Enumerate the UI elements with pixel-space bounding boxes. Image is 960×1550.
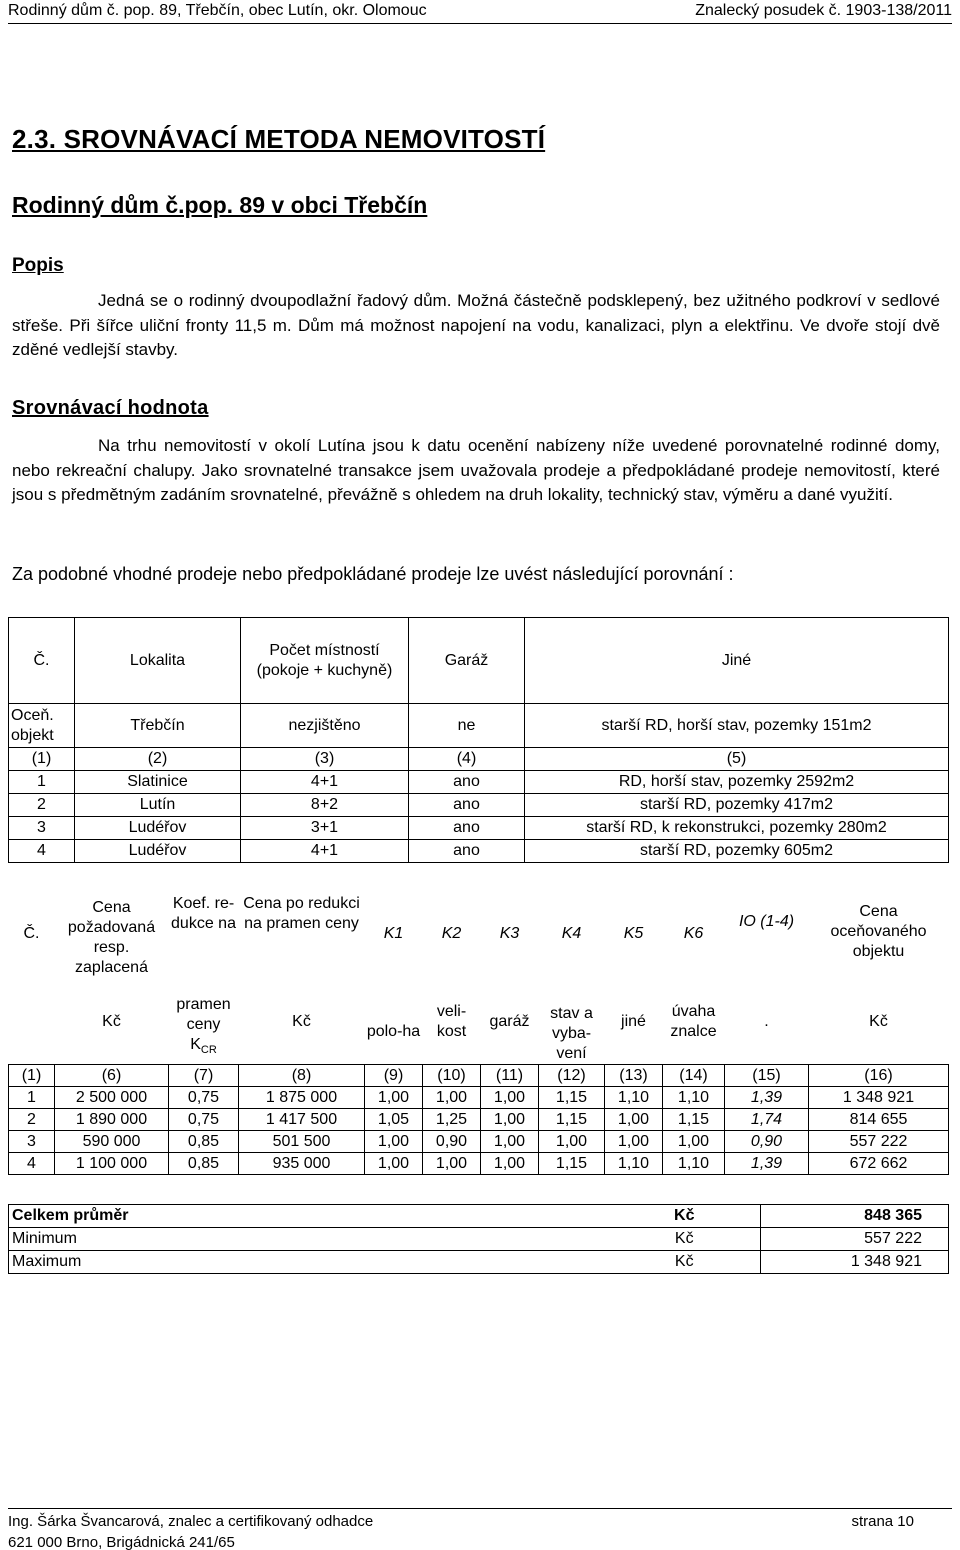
table-cell: 3: [9, 817, 75, 840]
summary-value: 557 222: [761, 1228, 949, 1251]
summary-label: Maximum: [9, 1251, 609, 1274]
table-cell: 1,39: [725, 1153, 809, 1175]
table-cell: 0,85: [169, 1153, 239, 1175]
page-header: [8, 0, 952, 24]
summary-currency: Kč: [609, 1228, 761, 1251]
table-cell: ano: [409, 840, 525, 863]
valuation-header-cell: K3: [499, 925, 520, 942]
table-cell: 1,10: [663, 1153, 725, 1175]
table-cell: 1,74: [725, 1109, 809, 1131]
table-header-cell: Lokalita: [75, 618, 241, 704]
table-cell: 1,10: [663, 1087, 725, 1109]
table-row: [9, 794, 949, 817]
summary-table: [8, 1204, 949, 1274]
table-cell: 1 890 000: [55, 1109, 169, 1131]
table-cell: 1,10: [605, 1153, 663, 1175]
table-cell: RD, horší stav, pozemky 2592m2: [525, 771, 949, 794]
table-cell: (7): [169, 1065, 239, 1087]
table-row: [9, 817, 949, 840]
table-cell: 1,00: [423, 1153, 481, 1175]
table-cell: 0,85: [169, 1131, 239, 1153]
table-cell: 935 000: [239, 1153, 365, 1175]
table-row: [9, 748, 949, 771]
valuation-header-cell: IO (1-4): [738, 913, 795, 930]
valuation-header-cell: Č.: [23, 925, 40, 942]
table-row: [9, 771, 949, 794]
table-cell: 1 100 000: [55, 1153, 169, 1175]
header-right: Znalecký posudek č. 1903-138/2011: [695, 2, 952, 19]
table-cell: (1): [9, 1065, 55, 1087]
valuation-header-cell: Koef. re-dukce na: [171, 895, 236, 932]
table-cell: 1: [9, 1087, 55, 1109]
table-cell: (9): [365, 1065, 423, 1087]
table-cell: 501 500: [239, 1131, 365, 1153]
valuation-header-cell: jiné: [621, 1013, 646, 1030]
table-cell: 2 500 000: [55, 1087, 169, 1109]
table-cell: 0,75: [169, 1087, 239, 1109]
table-cell: ne: [409, 704, 525, 748]
section-title: 2.3. SROVNÁVACÍ METODA NEMOVITOSTÍ: [12, 124, 546, 154]
valuation-header-cell: Kč: [869, 1013, 888, 1030]
table-header-row: [9, 618, 949, 704]
table-row: [9, 840, 949, 863]
valuation-header-cell: úvaha znalce: [670, 1003, 717, 1040]
table-cell: Třebčín: [75, 704, 241, 748]
srovnavaci-text: [12, 434, 940, 508]
table-row: [9, 1065, 949, 1087]
table-cell: 2: [9, 1109, 55, 1131]
table-cell: Slatinice: [75, 771, 241, 794]
valuation-header-cell: veli-kost: [436, 1003, 467, 1040]
summary-row: [9, 1205, 949, 1228]
table-cell: 1,00: [481, 1087, 539, 1109]
page-footer: [8, 1508, 952, 1550]
table-cell: 814 655: [809, 1109, 949, 1131]
table-cell: (1): [9, 748, 75, 771]
table-row: [9, 1131, 949, 1153]
valuation-header-cell: Cena oceňovaného objektu: [830, 903, 927, 960]
table-cell: 1,00: [605, 1109, 663, 1131]
valuation-table: [8, 890, 949, 1175]
valuation-header-cell: Kč: [292, 1013, 311, 1030]
table-cell: 4: [9, 1153, 55, 1175]
table-cell: (12): [539, 1065, 605, 1087]
table-cell: 590 000: [55, 1131, 169, 1153]
subject-title: Rodinný dům č.pop. 89 v obci Třebčín: [12, 192, 428, 218]
summary-row: [9, 1251, 949, 1274]
table-cell: 4: [9, 840, 75, 863]
valuation-header-cell: polo-ha: [366, 1023, 421, 1040]
table-cell: (4): [409, 748, 525, 771]
valuation-header-cell: stav a vyba-vení: [550, 1005, 593, 1062]
table-cell: (16): [809, 1065, 949, 1087]
table-cell: 1,00: [663, 1131, 725, 1153]
table-row: [9, 1087, 949, 1109]
kcr-label: K: [190, 1035, 201, 1053]
comparison-table: [8, 617, 949, 863]
footer-author: Ing. Šárka Švancarová, znalec a certifikovaný odhadce: [8, 1513, 374, 1530]
valuation-header-cell: Kč: [102, 1013, 121, 1030]
table-row: [9, 1153, 949, 1175]
table-cell: 1 348 921: [809, 1087, 949, 1109]
table-cell: 1 417 500: [239, 1109, 365, 1131]
table-cell: 1,00: [365, 1087, 423, 1109]
table-cell: 0,75: [169, 1109, 239, 1131]
table-cell: (10): [423, 1065, 481, 1087]
table-cell: ano: [409, 817, 525, 840]
table-cell: 1,15: [539, 1109, 605, 1131]
table-cell: 1: [9, 771, 75, 794]
summary-value: 848 365: [761, 1205, 949, 1228]
table-cell: 1,05: [365, 1109, 423, 1131]
table-cell: 0,90: [725, 1131, 809, 1153]
summary-label: Minimum: [9, 1228, 609, 1251]
valuation-header-cell: K4: [561, 925, 582, 942]
table-cell: (3): [241, 748, 409, 771]
table-cell: 1,00: [481, 1153, 539, 1175]
valuation-header-cell: K6: [683, 925, 704, 942]
table-cell: 672 662: [809, 1153, 949, 1175]
table-cell: 1,10: [605, 1087, 663, 1109]
table-cell: Ludéřov: [75, 840, 241, 863]
table-cell: (2): [75, 748, 241, 771]
table-cell: 1,00: [365, 1131, 423, 1153]
table-cell: ano: [409, 771, 525, 794]
table-cell: ano: [409, 794, 525, 817]
table-cell: 1,00: [423, 1087, 481, 1109]
table-cell: nezjištěno: [241, 704, 409, 748]
table-cell: 0,90: [423, 1131, 481, 1153]
valuation-header-cell: K5: [623, 925, 644, 942]
popis-text-body: Jedná se o rodinný dvoupodlažní řadový dům. Možná částečně podsklepený, bez užitného podkroví v sedlové střeše. Při šířce uliční fronty 11,5 m. Dům má možnost napojení na vodu, kanalizaci, plyn a elektřinu. Ve dvoře stojí dvě zděné vedlejší stavby.: [12, 291, 940, 359]
table-header-cell: Počet místností (pokoje + kuchyně): [241, 618, 409, 704]
table-cell: starší RD, horší stav, pozemky 151m2: [525, 704, 949, 748]
table-cell: 1,00: [481, 1131, 539, 1153]
table-cell: 3: [9, 1131, 55, 1153]
table-cell: 1,00: [365, 1153, 423, 1175]
table-cell: (15): [725, 1065, 809, 1087]
table-cell: 1,00: [605, 1131, 663, 1153]
table-cell: 1,15: [539, 1087, 605, 1109]
srovnavaci-heading: Srovnávací hodnota: [12, 397, 209, 419]
table-cell: 1,15: [663, 1109, 725, 1131]
table-cell: starší RD, k rekonstrukci, pozemky 280m2: [525, 817, 949, 840]
table-cell: 1,15: [539, 1153, 605, 1175]
table-cell: 2: [9, 794, 75, 817]
srovnavaci-text-body: Na trhu nemovitostí v okolí Lutína jsou k datu ocenění nabízeny níže uvedené porovnatelné rodinné domy, nebo rekreační chalupy. Jako srovnatelné transakce jsem uvažovala prodeje a předpokládané prodeje nemovitostí, které jsou s předmětným zadáním srovnatelné, převážně s ohledem na druh lokality, technický stav, výměru a dané využití.: [12, 436, 940, 504]
table-cell: (6): [55, 1065, 169, 1087]
valuation-header-cell: K1: [383, 925, 404, 942]
summary-value: 1 348 921: [761, 1251, 949, 1274]
summary-row: [9, 1228, 949, 1251]
table-cell: Oceň. objekt: [9, 704, 75, 748]
table-cell: Ludéřov: [75, 817, 241, 840]
table-row: [9, 1109, 949, 1131]
valuation-header-row: [9, 890, 949, 1065]
summary-label: Celkem průměr: [9, 1205, 609, 1228]
table-cell: (14): [663, 1065, 725, 1087]
table-header-cell: Garáž: [409, 618, 525, 704]
table-row: [9, 704, 949, 748]
comparison-intro: Za podobné vhodné prodeje nebo předpokládané prodeje lze uvést následující porovnání :: [12, 564, 734, 584]
table-cell: 557 222: [809, 1131, 949, 1153]
valuation-header-cell: pramen ceny: [176, 995, 231, 1033]
table-cell: starší RD, pozemky 605m2: [525, 840, 949, 863]
table-cell: 1,00: [481, 1109, 539, 1131]
table-cell: 4+1: [241, 771, 409, 794]
valuation-header-cell: Cena požadovaná resp. zaplacená: [67, 899, 156, 976]
valuation-header-cell: .: [764, 1013, 769, 1030]
table-cell: (11): [481, 1065, 539, 1087]
popis-heading: Popis: [12, 255, 64, 276]
footer-address: 621 000 Brno, Brigádnická 241/65: [8, 1534, 235, 1550]
table-cell: 1,00: [539, 1131, 605, 1153]
table-cell: 8+2: [241, 794, 409, 817]
table-cell: Lutín: [75, 794, 241, 817]
table-header-cell: Č.: [9, 618, 75, 704]
table-cell: 3+1: [241, 817, 409, 840]
valuation-header-cell: K2: [441, 925, 462, 942]
table-cell: 1,25: [423, 1109, 481, 1131]
table-cell: 1 875 000: [239, 1087, 365, 1109]
valuation-header-cell: Cena po redukci na pramen ceny: [243, 895, 360, 932]
table-cell: starší RD, pozemky 417m2: [525, 794, 949, 817]
summary-currency: Kč: [609, 1251, 761, 1274]
popis-text: [12, 289, 940, 363]
table-header-cell: Jiné: [525, 618, 949, 704]
table-cell: 1,39: [725, 1087, 809, 1109]
valuation-header-cell: garáž: [489, 1013, 530, 1030]
kcr-subscript: CR: [200, 1044, 217, 1056]
header-left: Rodinný dům č. pop. 89, Třebčín, obec Lutín, okr. Olomouc: [8, 2, 427, 19]
table-cell: 4+1: [241, 840, 409, 863]
page-number: strana 10: [851, 1513, 914, 1530]
table-cell: (8): [239, 1065, 365, 1087]
summary-currency: Kč: [609, 1205, 761, 1228]
table-cell: (5): [525, 748, 949, 771]
table-cell: (13): [605, 1065, 663, 1087]
